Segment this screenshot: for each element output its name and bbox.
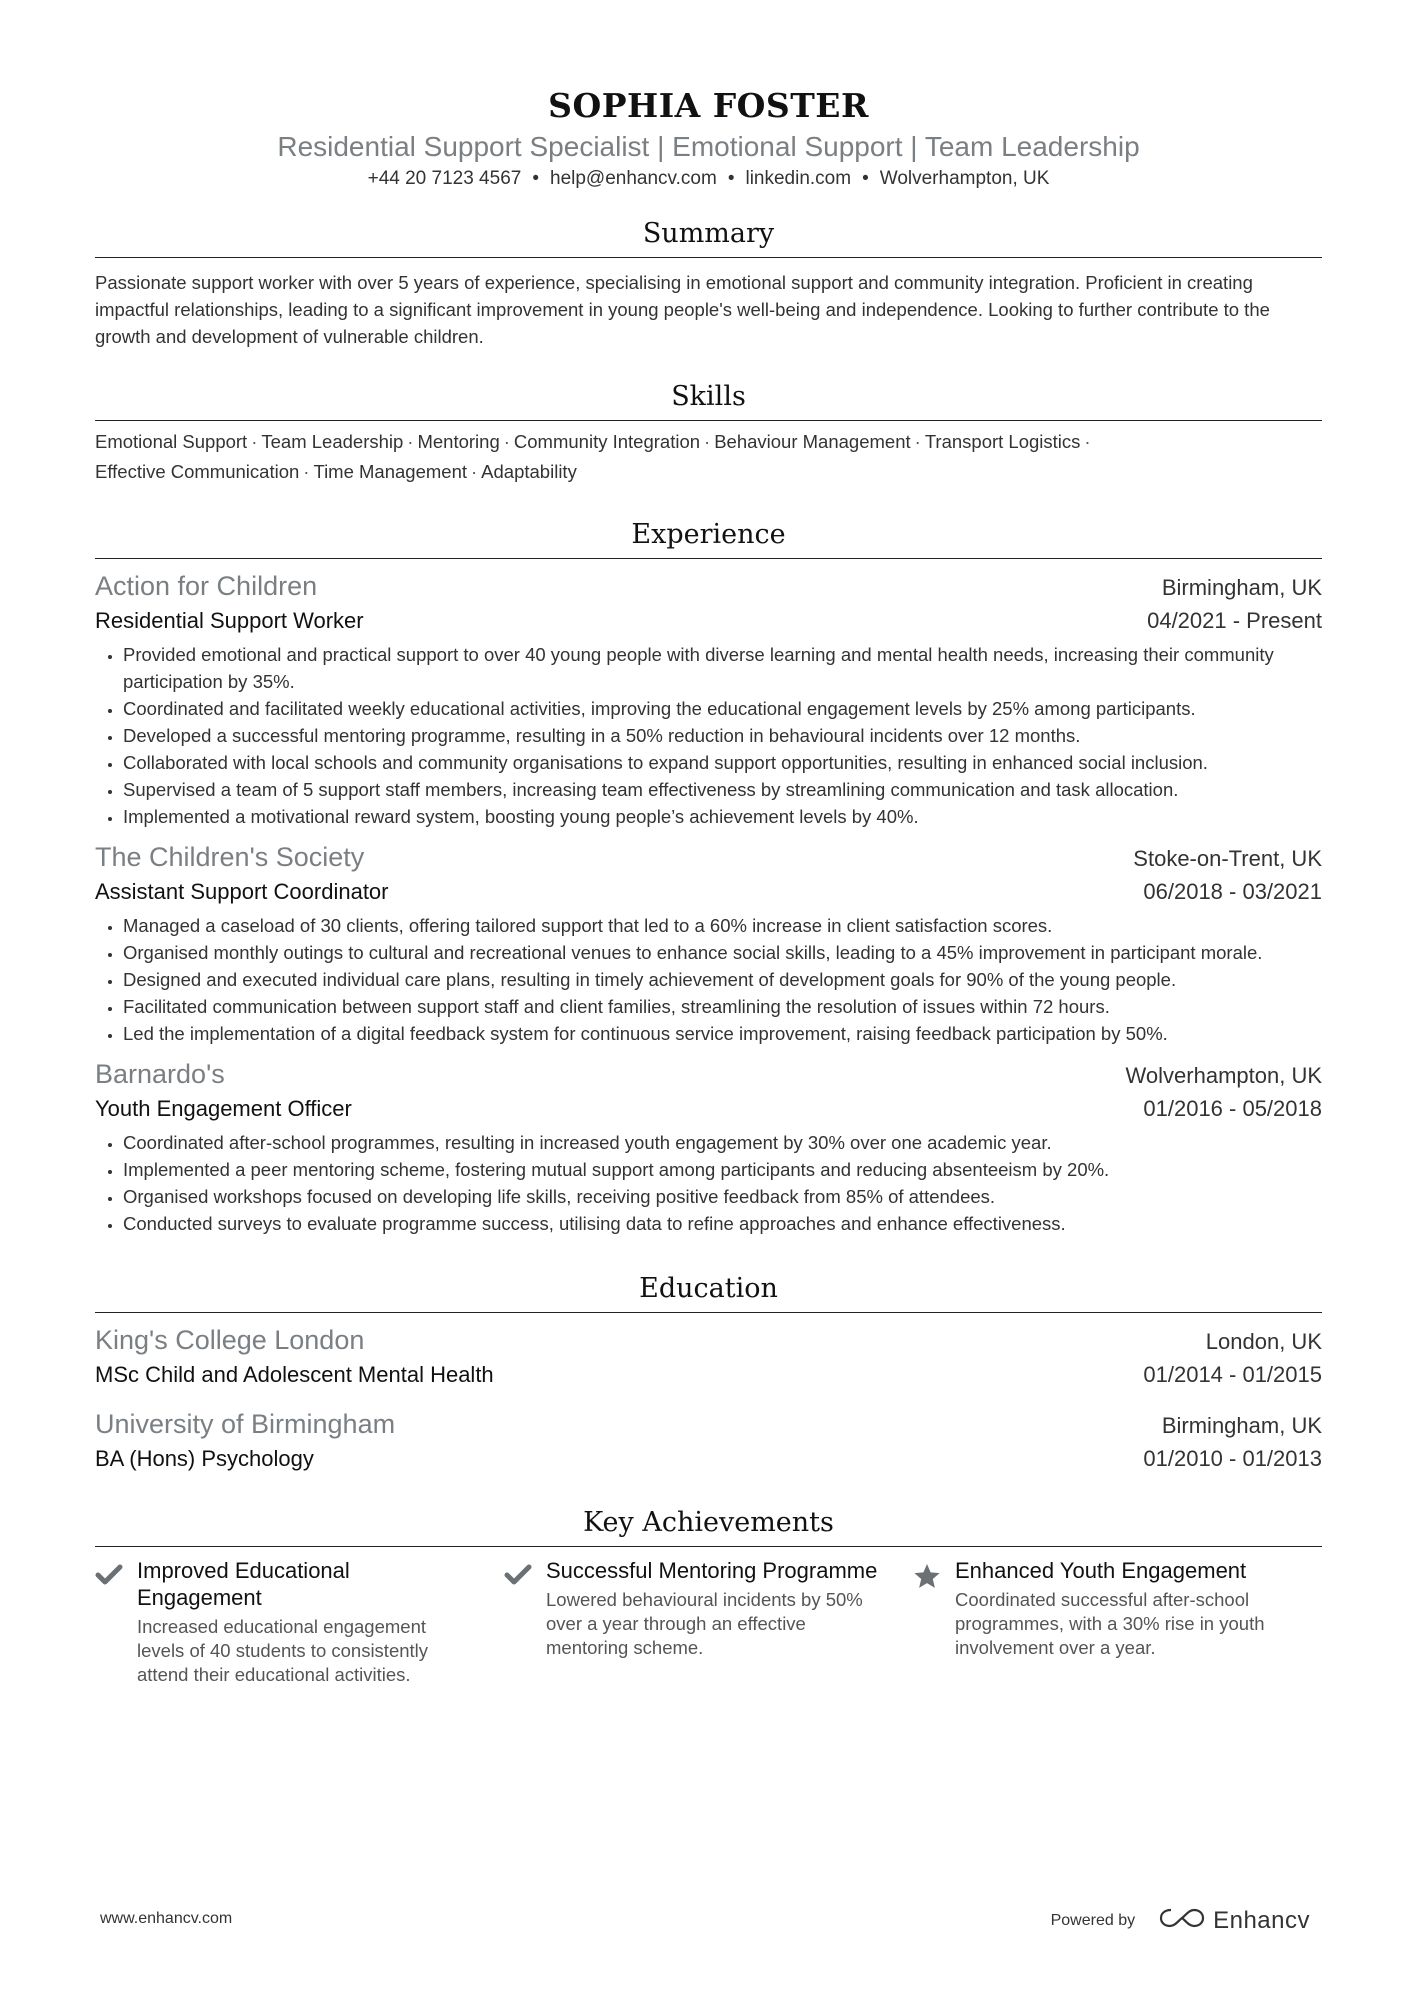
job-dates: 04/2021 - Present (1147, 608, 1322, 633)
section-title-skills: Skills (95, 379, 1322, 421)
achievement-title: Enhanced Youth Engagement (955, 1558, 1247, 1583)
skill-item: Transport Logistics (924, 431, 1081, 452)
skill-item: Team Leadership (261, 431, 404, 452)
education-dates: 01/2014 - 01/2015 (1143, 1362, 1322, 1387)
achievement-item (504, 1557, 913, 1687)
list-item: • Led the implementation of a digital feedback system for continuous service improvement, raising feedback participation by 50%. (123, 1020, 1322, 1047)
summary-section (95, 216, 1322, 350)
list-item: • Coordinated after-school programmes, resulting in increased youth engagement by 30% over one academic year. (123, 1129, 1322, 1156)
experience-entry (95, 840, 1322, 1047)
school-location: London, UK (1205, 1329, 1322, 1354)
achievements-section (95, 1505, 1322, 1687)
job-bullets (95, 912, 1322, 1047)
achievement-item (913, 1557, 1322, 1687)
enhancv-logo-icon (1159, 1906, 1205, 1935)
job-title: Residential Support Worker (95, 608, 364, 633)
check-icon (504, 1557, 546, 1687)
skill-item: Emotional Support (95, 431, 248, 452)
skill-item: Effective Communication (95, 461, 300, 482)
brand-name: Enhancv (1213, 1906, 1310, 1934)
location: Wolverhampton, UK (879, 168, 1050, 189)
company-name: Barnardo's (95, 1059, 225, 1089)
list-item: • Organised workshops focused on developing life skills, receiving positive feedback from 85% of attendees. (123, 1183, 1322, 1210)
achievement-description: Coordinated successful after-school programmes, with a 30% rise in youth involvement over a year. (955, 1589, 1265, 1658)
section-title-education: Education (95, 1271, 1322, 1313)
skill-item: Adaptability (481, 461, 577, 482)
skill-item: Behaviour Management (714, 431, 911, 452)
list-item: • Implemented a motivational reward system, boosting young people’s achievement levels by 40%. (123, 803, 1322, 830)
list-item: • Conducted surveys to evaluate programme success, utilising data to refine approaches and enhance effectiveness. (123, 1210, 1322, 1237)
linkedin-link[interactable]: linkedin.com (745, 168, 852, 189)
resume-page (95, 0, 1322, 1687)
skills-list: Emotional Support · Team Leadership · Mentoring · Community Integration · Behaviour Management · Transport Logistics · Effective Communication · Time Management · Adaptability (95, 431, 1091, 482)
skill-item: Community Integration (513, 431, 701, 452)
list-item: • Managed a caseload of 30 clients, offering tailored support that led to a 60% increase in client satisfaction scores. (123, 912, 1322, 939)
job-title: Youth Engagement Officer (95, 1096, 352, 1121)
check-icon (95, 1557, 137, 1687)
list-item: • Designed and executed individual care plans, resulting in timely achievement of development goals for 90% of the young people. (123, 966, 1322, 993)
achievement-description: Lowered behavioural incidents by 50% over a year through an effective mentoring scheme. (546, 1589, 863, 1658)
headline: Residential Support Specialist | Emotional Support | Team Leadership (277, 131, 1140, 162)
achievement-title: Improved Educational Engagement (137, 1558, 350, 1610)
list-item: • Implemented a peer mentoring scheme, fostering mutual support among participants and reducing absenteeism by 20%. (123, 1156, 1322, 1183)
separator-dot: • (862, 168, 869, 189)
section-title-experience: Experience (95, 517, 1322, 559)
job-bullets (95, 1129, 1322, 1237)
job-bullets (95, 641, 1322, 830)
star-icon (913, 1557, 955, 1687)
job-location: Birmingham, UK (1161, 575, 1322, 600)
list-item: • Organised monthly outings to cultural and recreational venues to enhance social skills, leading to a 45% improvement in participant morale. (123, 939, 1322, 966)
experience-section (95, 517, 1322, 1237)
powered-by-label: Powered by (1050, 1911, 1136, 1929)
job-dates: 01/2016 - 05/2018 (1143, 1096, 1322, 1121)
education-entry (95, 1407, 1322, 1475)
list-item: • Facilitated communication between support staff and client families, streamlining the resolution of issues within 72 hours. (123, 993, 1322, 1020)
list-item: • Supervised a team of 5 support staff members, increasing team effectiveness by streamlining communication and task allocation. (123, 776, 1322, 803)
phone: +44 20 7123 4567 (367, 168, 522, 189)
powered-by (1051, 1906, 1310, 1935)
company-name: Action for Children (95, 571, 318, 601)
skills-section (95, 379, 1322, 487)
list-item: • Developed a successful mentoring programme, resulting in a 50% reduction in behavioural incidents over 12 months. (123, 722, 1322, 749)
achievement-title: Successful Mentoring Programme (546, 1558, 878, 1583)
experience-entry (95, 1057, 1322, 1237)
section-title-summary: Summary (95, 216, 1322, 258)
skill-item: Mentoring (417, 431, 500, 452)
education-entry (95, 1323, 1322, 1391)
education-dates: 01/2010 - 01/2013 (1143, 1446, 1322, 1471)
job-dates: 06/2018 - 03/2021 (1143, 879, 1322, 904)
school-name: King's College London (95, 1325, 365, 1355)
achievement-description: Increased educational engagement levels of 40 students to consistently attend their educational activities. (137, 1616, 429, 1685)
resume-header (95, 0, 1322, 192)
company-name: The Children's Society (95, 842, 365, 872)
school-name: University of Birmingham (95, 1409, 396, 1439)
achievement-item (95, 1557, 504, 1687)
email-link[interactable]: help@enhancv.com (550, 168, 717, 189)
summary-text: Passionate support worker with over 5 years of experience, specialising in emotional support and community integration. Proficient in creating impactful relationships, leading to a significant improvement in young people's well-being and independence. Looking to further contribute to the growth and development of vulnerable children. (95, 272, 1270, 347)
skill-item: Time Management (313, 461, 467, 482)
separator-dot: • (532, 168, 539, 189)
contact-line (95, 166, 1322, 192)
section-title-achievements: Key Achievements (95, 1505, 1322, 1547)
achievements-grid (95, 1557, 1322, 1687)
website-link[interactable]: www.enhancv.com (100, 1910, 233, 1927)
separator-dot: • (727, 168, 735, 189)
list-item: • Coordinated and facilitated weekly educational activities, improving the educational engagement levels by 25% among participants. (123, 695, 1322, 722)
education-section (95, 1271, 1322, 1475)
job-location: Stoke-on-Trent, UK (1133, 846, 1322, 871)
list-item: • Collaborated with local schools and community organisations to expand support opportunities, resulting in enhanced social inclusion. (123, 749, 1322, 776)
list-item: • Provided emotional and practical support to over 40 young people with diverse learning and mental health needs, increasing their community participation by 35%. (123, 641, 1322, 695)
job-location: Wolverhampton, UK (1125, 1063, 1322, 1088)
degree: MSc Child and Adolescent Mental Health (95, 1362, 494, 1387)
experience-entry (95, 569, 1322, 830)
school-location: Birmingham, UK (1161, 1413, 1322, 1438)
job-title: Assistant Support Coordinator (95, 879, 389, 904)
degree: BA (Hons) Psychology (95, 1446, 314, 1471)
candidate-name: SOPHIA FOSTER (548, 86, 869, 125)
